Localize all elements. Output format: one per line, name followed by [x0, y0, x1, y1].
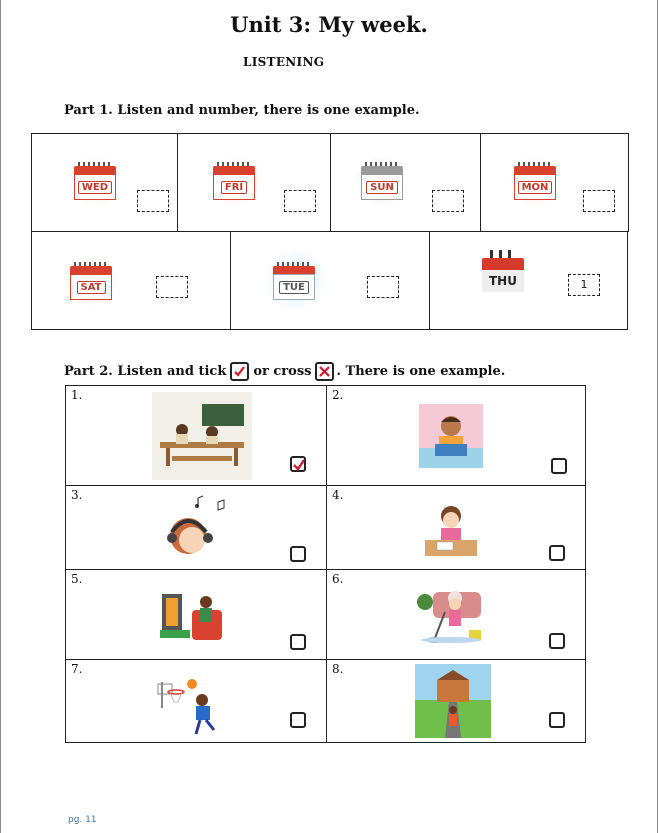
item-answer-checkbox[interactable]: [551, 458, 567, 474]
item-cell-6: [326, 569, 586, 660]
item-answer-checkbox[interactable]: [549, 712, 565, 728]
girl-cleaning-floor-picture: [415, 582, 487, 646]
day-cell-mon: [480, 133, 629, 232]
calendar-icon: [213, 162, 255, 202]
answer-box[interactable]: [432, 190, 464, 212]
day-label: SAT: [77, 281, 106, 294]
day-label: TUE: [279, 281, 309, 294]
answer-box[interactable]: [137, 190, 169, 212]
part2-heading: [64, 362, 505, 381]
day-label: SUN: [366, 181, 398, 194]
day-cell-wed: [31, 133, 178, 232]
calendar-icon: [361, 162, 403, 202]
day-label: THU: [489, 274, 517, 288]
day-cell-fri: [177, 133, 331, 232]
section-subtitle: LISTENING: [243, 55, 325, 69]
day-cell-thu: [429, 231, 628, 330]
girl-writing-picture: [419, 502, 483, 562]
students-in-classroom-picture: [152, 392, 252, 480]
item-number: 6.: [332, 572, 344, 586]
day-label: WED: [78, 181, 112, 194]
answer-box[interactable]: [284, 190, 316, 212]
item-answer-checkbox[interactable]: [290, 546, 306, 562]
day-cell-sat: [31, 231, 231, 330]
item-cell-5: [65, 569, 327, 660]
boy-reading-book-picture: [419, 404, 483, 468]
calendar-icon: [514, 162, 556, 202]
answer-box[interactable]: [156, 276, 188, 298]
item-number: 8.: [332, 662, 344, 676]
cross-example-icon: [315, 362, 334, 381]
item-cell-1: [65, 385, 327, 486]
item-cell-3: [65, 485, 327, 570]
girl-walking-to-school-picture: [415, 664, 491, 738]
item-number: 5.: [71, 572, 83, 586]
part1-heading: Part 1. Listen and number, there is one example.: [64, 103, 420, 118]
item-cell-7: [65, 659, 327, 743]
day-cell-tue: [230, 231, 430, 330]
girl-listening-music-picture: [158, 492, 232, 564]
part2-heading-text-a: Part 2. Listen and tick: [64, 364, 227, 379]
part2-heading-text-c: . There is one example.: [336, 364, 506, 379]
day-label: MON: [518, 181, 553, 194]
tick-example-icon: [230, 362, 249, 381]
part2-heading-text-b: or cross: [253, 364, 312, 379]
item-answer-checkbox[interactable]: [549, 545, 565, 561]
item-number: 1.: [71, 388, 83, 402]
item-answer-checkbox[interactable]: [290, 634, 306, 650]
answer-box[interactable]: 1: [568, 274, 600, 296]
boy-playing-basketball-picture: [156, 674, 226, 740]
answer-box[interactable]: [583, 190, 615, 212]
page-title: Unit 3: My week.: [230, 12, 428, 37]
day-label: FRI: [221, 181, 247, 194]
item-number: 3.: [71, 488, 83, 502]
item-answer-checkbox[interactable]: [549, 633, 565, 649]
item-number: 7.: [71, 662, 83, 676]
calendar-icon: [74, 162, 116, 202]
day-cell-sun: [330, 133, 481, 232]
part2-grid: [65, 385, 586, 743]
page-number: pg. 11: [68, 815, 97, 825]
page-left-edge: [0, 0, 1, 833]
calendar-icon: [70, 262, 112, 302]
item-cell-8: [326, 659, 586, 743]
item-answer-checkbox[interactable]: [290, 712, 306, 728]
girl-watching-tv-picture: [158, 588, 226, 648]
item-number: 2.: [332, 388, 344, 402]
item-cell-4: [326, 485, 586, 570]
answer-box[interactable]: [367, 276, 399, 298]
part1-row-1: [32, 134, 629, 232]
part1-row-2: [32, 232, 629, 330]
item-answer-checkbox[interactable]: [290, 456, 306, 472]
calendar-icon: [482, 250, 524, 290]
item-cell-2: [326, 385, 586, 486]
item-number: 4.: [332, 488, 344, 502]
check-icon: [291, 457, 307, 473]
calendar-icon: [273, 262, 315, 302]
